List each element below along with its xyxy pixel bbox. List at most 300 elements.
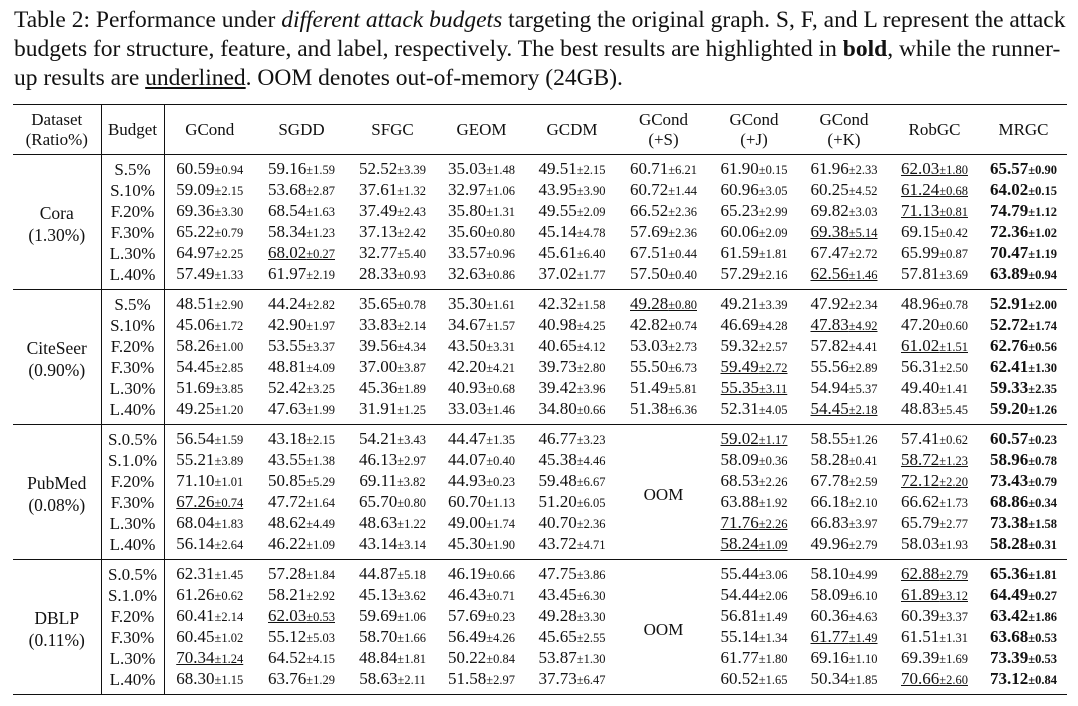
value-cell [709,222,799,243]
cell-mean: 60.70 [448,492,487,511]
cell-std: ±3.89 [214,454,244,468]
value-cell [709,336,799,357]
cell-mean: 47.63 [268,399,307,418]
cell-mean: 33.83 [359,315,398,334]
value-cell [889,450,980,471]
caption-text-2: targeting the original graph. S, F, and L represent the attack budgets for structure, feature, and label, respectively. The best results are highlighted in [14,7,1066,62]
value-cell [889,378,980,399]
value-cell [348,243,437,264]
header-method-7 [799,105,889,155]
header-method-name: GCDM [546,119,598,139]
value-cell [889,180,980,201]
table-row [13,669,1067,695]
cell-std: ±0.74 [214,496,244,510]
value-cell [799,585,889,606]
cell-std: ±3.06 [758,568,788,582]
value-cell [164,606,255,627]
cell-std: ±2.33 [848,163,878,177]
header-method-0 [164,105,255,155]
cell-mean: 73.38 [990,513,1029,532]
value-cell [437,513,526,534]
value-cell [980,399,1067,425]
cell-mean: 73.12 [990,669,1029,688]
value-cell [526,180,618,201]
cell-mean: 43.45 [538,585,577,604]
cell-std: ±0.27 [306,247,335,261]
value-cell [709,425,799,451]
value-cell [255,585,348,606]
cell-mean: 58.09 [810,585,849,604]
value-cell [255,243,348,264]
cell-mean: 71.13 [901,201,940,220]
table-row [13,534,1067,560]
cell-mean: 39.42 [538,378,577,397]
budget-cell: S.0.5% [101,560,164,586]
value-cell [709,471,799,492]
value-cell [255,336,348,357]
cell-mean: 66.52 [630,201,669,220]
cell-std: ±5.03 [306,631,335,645]
cell-mean: 60.72 [630,180,669,199]
cell-std: ±1.64 [306,496,335,510]
cell-std: ±0.40 [668,268,697,282]
value-cell [437,560,526,586]
cell-std: ±2.35 [1028,382,1057,396]
cell-mean: 54.45 [810,399,849,418]
caption-text-3: , while the runner-up results are [14,36,1061,91]
value-cell [618,378,709,399]
cell-std: ±4.52 [848,184,878,198]
cell-mean: 58.28 [990,534,1029,553]
cell-std: ±0.62 [214,589,244,603]
value-cell [526,222,618,243]
value-cell [889,606,980,627]
cell-mean: 57.29 [720,264,759,283]
value-cell [889,264,980,290]
value-cell [164,290,255,316]
budget-cell: L.30% [101,243,164,264]
header-method-6 [709,105,799,155]
cell-mean: 60.06 [720,222,759,241]
cell-mean: 42.20 [448,357,487,376]
cell-std: ±1.59 [214,433,244,447]
value-cell [164,201,255,222]
cell-mean: 43.72 [538,534,577,553]
cell-mean: 58.03 [901,534,940,553]
value-cell [437,425,526,451]
cell-std: ±1.25 [397,403,426,417]
cell-mean: 59.49 [720,357,759,376]
cell-std: ±0.78 [1028,454,1057,468]
cell-mean: 48.51 [176,294,215,313]
cell-mean: 59.48 [538,471,577,490]
cell-mean: 33.57 [448,243,487,262]
value-cell [799,155,889,181]
value-cell [255,471,348,492]
cell-mean: 67.51 [630,243,669,262]
value-cell [799,290,889,316]
cell-std: ±1.46 [848,268,878,282]
cell-std: ±2.15 [214,184,244,198]
cell-mean: 56.54 [176,429,215,448]
cell-std: ±1.51 [939,340,968,354]
cell-mean: 68.30 [176,669,215,688]
value-cell [799,399,889,425]
cell-mean: 55.21 [176,450,215,469]
cell-mean: 58.72 [901,450,940,469]
budget-cell: F.30% [101,627,164,648]
cell-std: ±1.46 [486,403,515,417]
cell-std: ±1.06 [486,184,515,198]
cell-std: ±4.25 [576,319,606,333]
cell-mean: 66.62 [901,492,940,511]
cell-mean: 57.69 [448,606,487,625]
value-cell [348,606,437,627]
cell-mean: 45.06 [176,315,215,334]
value-cell [255,290,348,316]
cell-mean: 52.31 [720,399,759,418]
cell-mean: 60.45 [176,627,215,646]
cell-mean: 53.68 [268,180,307,199]
cell-std: ±0.15 [1028,184,1057,198]
cell-std: ±2.80 [576,361,606,375]
value-cell [526,606,618,627]
cell-mean: 58.55 [810,429,849,448]
value-cell [437,290,526,316]
cell-std: ±0.66 [486,568,515,582]
cell-std: ±5.45 [939,403,968,417]
cell-std: ±2.34 [848,298,878,312]
cell-std: ±1.23 [306,226,335,240]
value-cell [618,155,709,181]
value-cell [526,357,618,378]
cell-mean: 71.10 [176,471,215,490]
value-cell [889,336,980,357]
value-cell [980,290,1067,316]
cell-std: ±1.02 [214,631,244,645]
value-cell [255,264,348,290]
value-cell [709,534,799,560]
table-row [13,222,1067,243]
cell-std: ±3.96 [576,382,606,396]
cell-std: ±2.55 [576,631,606,645]
cell-mean: 63.68 [990,627,1029,646]
budget-cell: F.30% [101,357,164,378]
cell-mean: 56.81 [720,606,759,625]
cell-std: ±0.23 [486,475,515,489]
cell-mean: 65.70 [359,492,398,511]
cell-mean: 62.76 [990,336,1029,355]
cell-mean: 42.82 [630,315,669,334]
header-method-8 [889,105,980,155]
value-cell [526,648,618,669]
cell-std: ±2.82 [306,298,335,312]
value-cell [437,180,526,201]
value-cell [348,425,437,451]
value-cell [618,264,709,290]
cell-std: ±5.81 [668,382,697,396]
cell-std: ±2.36 [668,205,697,219]
cell-std: ±0.79 [214,226,244,240]
cell-mean: 58.96 [990,450,1029,469]
value-cell [348,378,437,399]
cell-mean: 58.34 [268,222,307,241]
value-cell [526,336,618,357]
cell-mean: 62.03 [268,606,307,625]
cell-mean: 32.77 [359,243,398,262]
value-cell [348,357,437,378]
value-cell [799,180,889,201]
cell-mean: 69.16 [810,648,849,667]
cell-std: ±0.68 [939,184,968,198]
cell-mean: 50.22 [448,648,487,667]
value-cell [618,290,709,316]
cell-std: ±1.83 [214,517,244,531]
header-method-2 [348,105,437,155]
value-cell [255,315,348,336]
budget-cell: L.40% [101,264,164,290]
cell-std: ±4.05 [758,403,788,417]
cell-std: ±1.92 [758,496,788,510]
value-cell [889,155,980,181]
cell-mean: 37.49 [359,201,398,220]
cell-std: ±4.46 [576,454,606,468]
cell-std: ±1.22 [397,517,426,531]
cell-mean: 45.61 [538,243,577,262]
cell-std: ±1.81 [1028,568,1057,582]
table-row [13,471,1067,492]
value-cell [526,425,618,451]
cell-mean: 49.21 [720,294,759,313]
value-cell [255,492,348,513]
value-cell [799,222,889,243]
table-row [13,201,1067,222]
cell-mean: 46.43 [448,585,487,604]
cell-std: ±3.14 [397,538,426,552]
value-cell [980,222,1067,243]
value-cell [889,513,980,534]
cell-std: ±0.80 [486,226,515,240]
dataset-ratio: (1.30%) [28,225,86,245]
value-cell [348,585,437,606]
value-cell [164,155,255,181]
cell-std: ±1.20 [214,403,244,417]
results-table [13,104,1067,695]
cell-mean: 61.02 [901,336,940,355]
value-cell [164,492,255,513]
value-cell [709,378,799,399]
cell-std: ±1.01 [214,475,244,489]
cell-mean: 35.65 [359,294,398,313]
cell-std: ±1.10 [848,652,878,666]
table-row [13,648,1067,669]
cell-std: ±0.31 [1028,538,1057,552]
cell-std: ±2.10 [848,496,878,510]
cell-std: ±1.09 [306,538,335,552]
cell-mean: 52.72 [990,315,1029,334]
value-cell [799,513,889,534]
cell-mean: 61.90 [720,159,759,178]
cell-mean: 69.39 [901,648,940,667]
cell-mean: 46.69 [720,315,759,334]
cell-mean: 55.44 [720,564,759,583]
caption-bold-word: bold [842,36,888,62]
table-row [13,290,1067,316]
value-cell [709,264,799,290]
header-dataset-line2: (Ratio%) [25,129,88,149]
cell-std: ±4.21 [486,361,515,375]
cell-std: ±1.61 [486,298,515,312]
header-method-suffix: (+J) [740,129,768,149]
header-method-name: GCond [819,109,869,129]
cell-mean: 69.11 [359,471,397,490]
cell-std: ±3.87 [397,361,426,375]
value-cell [348,290,437,316]
value-cell [709,627,799,648]
budget-cell: L.30% [101,378,164,399]
cell-std: ±2.85 [214,361,244,375]
cell-std: ±0.44 [668,247,697,261]
cell-std: ±1.30 [1028,361,1057,375]
cell-mean: 54.94 [810,378,849,397]
dataset-cell [13,290,101,425]
cell-mean: 43.18 [268,429,307,448]
cell-mean: 73.39 [990,648,1029,667]
value-cell [348,648,437,669]
value-cell [889,357,980,378]
cell-mean: 69.15 [901,222,940,241]
value-cell [526,201,618,222]
cell-mean: 55.35 [720,378,759,397]
cell-std: ±5.29 [306,475,335,489]
cell-std: ±1.80 [758,652,788,666]
cell-mean: 70.47 [990,243,1029,262]
cell-mean: 35.30 [448,294,487,313]
cell-mean: 72.12 [901,471,940,490]
cell-std: ±1.65 [758,673,788,687]
cell-mean: 62.03 [901,159,940,178]
cell-mean: 61.24 [901,180,940,199]
group-dblp [13,560,1067,695]
value-cell [437,534,526,560]
value-cell [526,450,618,471]
value-cell [255,201,348,222]
cell-mean: 72.36 [990,222,1029,241]
cell-mean: 60.57 [990,429,1029,448]
cell-mean: 63.88 [720,492,759,511]
cell-std: ±1.00 [214,340,244,354]
cell-mean: 59.09 [176,180,215,199]
value-cell [709,669,799,695]
cell-std: ±6.47 [576,673,606,687]
cell-mean: 61.51 [901,627,940,646]
cell-std: ±6.21 [668,163,697,177]
value-cell [164,585,255,606]
cell-mean: 48.81 [268,357,307,376]
cell-mean: 53.03 [630,336,669,355]
value-cell [799,492,889,513]
cell-std: ±2.11 [397,673,426,687]
cell-std: ±4.63 [848,610,878,624]
cell-std: ±2.09 [758,226,788,240]
cell-mean: 45.14 [538,222,577,241]
cell-std: ±1.19 [1028,247,1057,261]
cell-std: ±1.31 [486,205,515,219]
value-cell [889,399,980,425]
cell-std: ±0.27 [1028,589,1057,603]
cell-std: ±0.42 [939,226,968,240]
table-row [13,492,1067,513]
value-cell [255,357,348,378]
value-cell [348,492,437,513]
cell-mean: 55.14 [720,627,759,646]
cell-std: ±0.56 [1028,340,1057,354]
value-cell [526,627,618,648]
value-cell [709,180,799,201]
value-cell [526,560,618,586]
cell-std: ±0.53 [1028,631,1057,645]
caption-underline-word: underlined [145,65,246,91]
cell-mean: 49.55 [538,201,577,220]
cell-mean: 59.02 [720,429,759,448]
cell-std: ±1.74 [1028,319,1057,333]
value-cell [164,315,255,336]
value-cell [164,222,255,243]
value-cell [799,627,889,648]
value-cell [164,264,255,290]
value-cell [889,648,980,669]
cell-std: ±3.30 [214,205,244,219]
cell-mean: 61.59 [720,243,759,262]
cell-mean: 45.30 [448,534,487,553]
cell-mean: 65.23 [720,201,759,220]
value-cell [437,627,526,648]
cell-std: ±3.39 [758,298,788,312]
cell-std: ±0.15 [758,163,788,177]
cell-std: ±1.30 [576,652,606,666]
cell-std: ±2.97 [397,454,426,468]
cell-std: ±1.33 [214,268,244,282]
cell-mean: 60.52 [720,669,759,688]
budget-cell: L.40% [101,534,164,560]
cell-std: ±0.81 [939,205,968,219]
cell-std: ±2.92 [306,589,335,603]
cell-mean: 47.75 [538,564,577,583]
value-cell [164,399,255,425]
cell-std: ±0.40 [486,454,515,468]
cell-mean: 63.76 [268,669,307,688]
cell-std: ±2.90 [214,298,244,312]
cell-mean: 56.14 [176,534,215,553]
cell-std: ±6.73 [668,361,697,375]
cell-std: ±1.24 [214,652,244,666]
cell-std: ±1.49 [758,610,788,624]
value-cell [980,534,1067,560]
cell-mean: 68.53 [720,471,759,490]
cell-mean: 58.24 [720,534,759,553]
header-method-name: GCond [638,109,689,129]
cell-std: ±4.34 [397,340,426,354]
cell-std: ±6.36 [668,403,697,417]
value-cell [980,357,1067,378]
value-cell [255,378,348,399]
cell-mean: 48.96 [901,294,940,313]
budget-cell: S.1.0% [101,585,164,606]
cell-mean: 68.04 [176,513,215,532]
value-cell [348,399,437,425]
dataset-cell [13,155,101,290]
budget-cell: L.30% [101,648,164,669]
